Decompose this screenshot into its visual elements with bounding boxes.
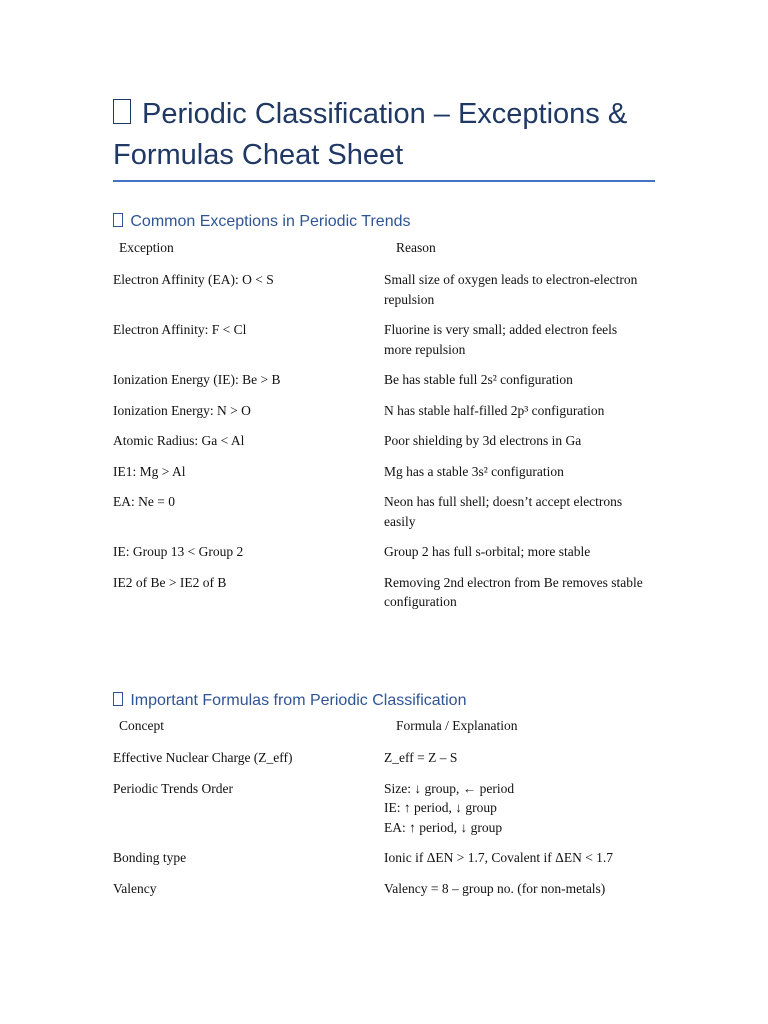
concept-cell: Periodic Trends Order bbox=[113, 780, 233, 796]
reason-cell: Mg has a stable 3s² configuration bbox=[384, 463, 564, 479]
emoji-placeholder-icon bbox=[113, 99, 131, 124]
table-row bbox=[113, 462, 658, 482]
concept-cell: Valency bbox=[113, 880, 157, 896]
table-row bbox=[113, 270, 658, 309]
section-heading-exceptions bbox=[113, 213, 410, 231]
reason-cell: Neon has full shell; doesn’t accept electrons easily bbox=[384, 494, 623, 529]
column-header-formula: Formula / Explanation bbox=[396, 718, 518, 733]
table-row bbox=[113, 492, 658, 531]
table-row bbox=[113, 573, 658, 612]
formula-cell: Ionic if ΔEN > 1.7, Covalent if ΔEN < 1.7 bbox=[384, 850, 614, 865]
exception-cell: Electron Affinity (EA): O < S bbox=[113, 272, 274, 287]
concept-cell: Bonding type bbox=[113, 850, 187, 865]
column-header-exception: Exception bbox=[119, 240, 174, 255]
table-row bbox=[113, 401, 658, 421]
table-row bbox=[113, 542, 658, 562]
exception-cell: IE: Group 13 < Group 2 bbox=[113, 544, 244, 559]
formula-cell: Valency = 8 – group no. (for non-metals) bbox=[384, 880, 606, 896]
table-row bbox=[113, 748, 658, 768]
table-row bbox=[113, 370, 658, 390]
exception-cell: IE1: Mg > Al bbox=[113, 463, 186, 479]
exception-cell: Electron Affinity: F < Cl bbox=[113, 322, 247, 337]
reason-cell: Fluorine is very small; added electron feels more repulsion bbox=[384, 322, 618, 357]
document-title-text: Periodic Classification – Exceptions & Formulas Cheat Sheet bbox=[113, 98, 628, 171]
concept-cell: Effective Nuclear Charge (Z_eff) bbox=[113, 750, 293, 765]
table-row bbox=[113, 431, 658, 451]
column-header-reason: Reason bbox=[396, 240, 436, 255]
exceptions-table bbox=[113, 238, 658, 612]
reason-cell: N has stable half-filled 2p³ configuration bbox=[384, 402, 605, 418]
exception-cell: EA: Ne = 0 bbox=[113, 494, 175, 509]
reason-cell: Be has stable full 2s² configuration bbox=[384, 372, 573, 387]
title-underline bbox=[113, 180, 655, 182]
exception-cell: IE2 of Be > IE2 of B bbox=[113, 574, 227, 590]
formula-cell: Size: ↓ group, ← period IE: ↑ period, ↓ group EA: ↑ period, ↓ group bbox=[384, 780, 515, 835]
reason-cell: Removing 2nd electron from Be removes stable configuration bbox=[384, 574, 643, 609]
table-header-row bbox=[113, 716, 658, 737]
section-heading-text: Important Formulas from Periodic Classification bbox=[130, 692, 467, 709]
reason-cell: Poor shielding by 3d electrons in Ga bbox=[384, 433, 582, 448]
section-heading-text: Common Exceptions in Periodic Trends bbox=[130, 213, 411, 230]
table-header-row bbox=[113, 238, 658, 259]
emoji-placeholder-icon bbox=[113, 692, 123, 706]
document-title bbox=[113, 94, 673, 176]
exception-cell: Atomic Radius: Ga < Al bbox=[113, 433, 245, 448]
reason-cell: Group 2 has full s-orbital; more stable bbox=[384, 544, 591, 559]
table-row bbox=[113, 320, 658, 359]
column-header-concept: Concept bbox=[119, 718, 164, 733]
formula-cell: Z_eff = Z – S bbox=[384, 750, 458, 765]
exception-cell: Ionization Energy (IE): Be > B bbox=[113, 372, 281, 387]
emoji-placeholder-icon bbox=[113, 213, 123, 227]
table-row bbox=[113, 879, 658, 899]
exception-cell: Ionization Energy: N > O bbox=[113, 402, 251, 418]
table-row bbox=[113, 779, 658, 838]
formulas-table bbox=[113, 716, 658, 898]
reason-cell: Small size of oxygen leads to electron-electron repulsion bbox=[384, 272, 638, 307]
table-row bbox=[113, 848, 658, 868]
section-heading-formulas bbox=[113, 692, 466, 710]
